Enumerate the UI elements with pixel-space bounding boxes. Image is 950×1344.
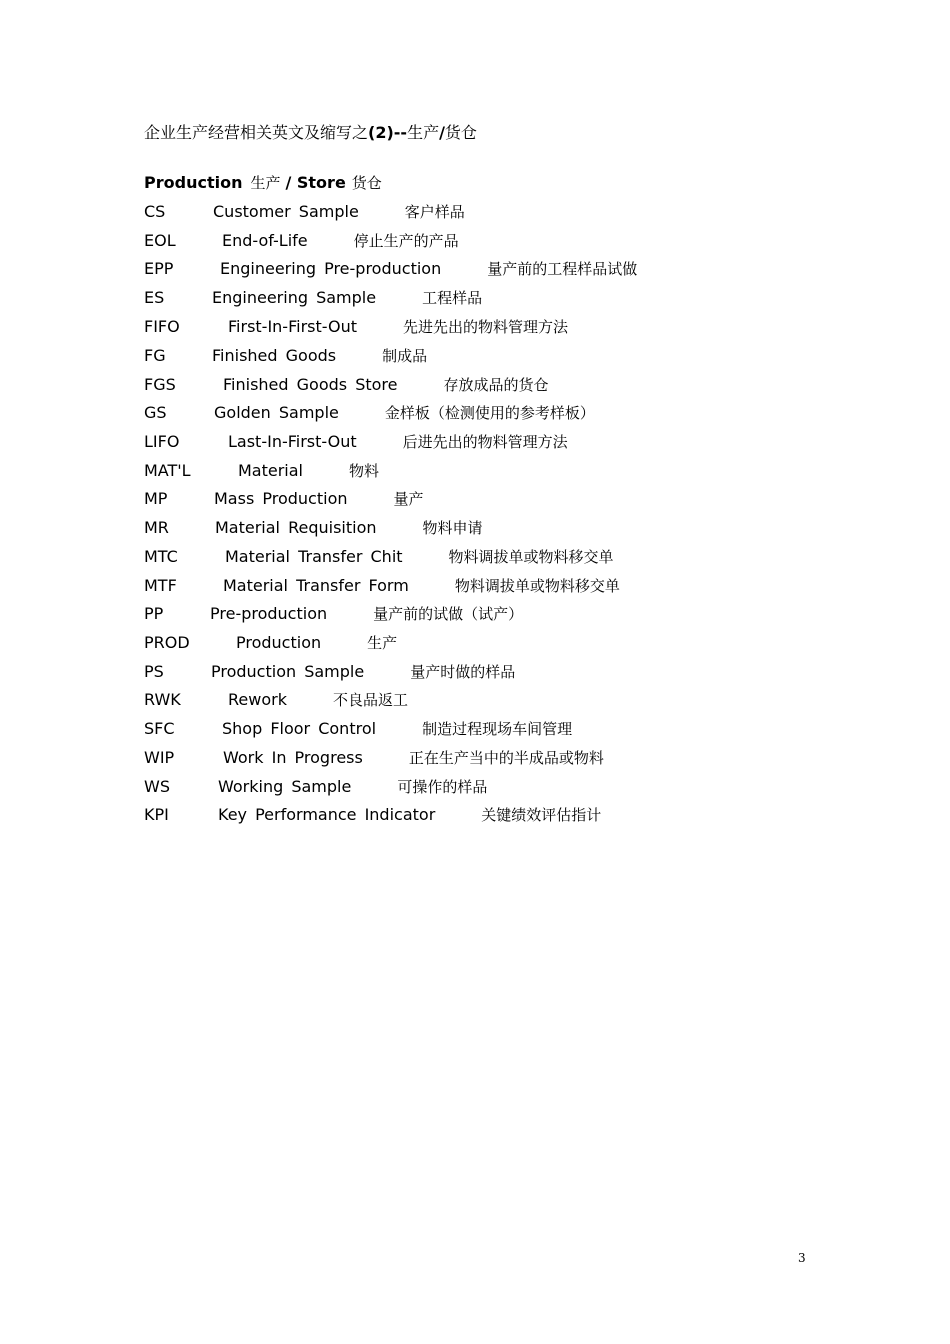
term-abbreviation: MTF — [144, 576, 177, 595]
heading-production: Production — [144, 173, 243, 192]
term-abbreviation: MTC — [144, 547, 178, 566]
term-abbreviation: KPI — [144, 805, 169, 824]
glossary-row — [144, 747, 604, 769]
term-full-name: Pre-production — [210, 604, 328, 623]
glossary-row — [144, 776, 487, 798]
glossary-row — [144, 632, 397, 654]
term-full-name: Working Sample — [218, 777, 352, 796]
term-abbreviation: EPP — [144, 259, 174, 278]
page-number: 3 — [798, 1251, 806, 1265]
term-chinese: 物料 — [349, 462, 380, 480]
term-chinese: 关键绩效评估指计 — [481, 806, 602, 824]
term-chinese: 停止生产的产品 — [353, 232, 459, 250]
term-abbreviation: CS — [144, 202, 166, 221]
term-abbreviation: MP — [144, 489, 168, 508]
term-full-name: Engineering Pre-production — [220, 259, 442, 278]
glossary-row — [144, 488, 424, 510]
term-chinese: 可操作的样品 — [397, 778, 488, 796]
glossary-row — [144, 230, 459, 252]
term-chinese: 量产时做的样品 — [410, 663, 516, 681]
glossary-row — [144, 402, 595, 424]
term-chinese: 正在生产当中的半成品或物料 — [408, 749, 604, 767]
term-abbreviation: GS — [144, 403, 167, 422]
term-chinese: 金样板（检测使用的参考样板） — [384, 404, 595, 422]
term-full-name: End-of-Life — [222, 231, 308, 250]
glossary-row — [144, 718, 572, 740]
term-full-name: Finished Goods Store — [223, 375, 398, 394]
glossary-row — [144, 575, 620, 597]
term-chinese: 量产前的工程样品试做 — [487, 260, 638, 278]
term-chinese: 客户样品 — [404, 203, 465, 221]
term-abbreviation: PS — [144, 662, 164, 681]
glossary-row — [144, 258, 637, 280]
term-chinese: 后进先出的物料管理方法 — [402, 433, 568, 451]
term-full-name: Shop Floor Control — [222, 719, 377, 738]
term-chinese: 工程样品 — [422, 289, 483, 307]
term-chinese: 量产前的试做（试产） — [373, 605, 524, 623]
term-full-name: Mass Production — [214, 489, 348, 508]
term-chinese: 量产 — [393, 490, 424, 508]
glossary-row — [144, 689, 408, 711]
term-chinese: 先进先出的物料管理方法 — [402, 318, 568, 336]
term-abbreviation: MAT'L — [144, 461, 191, 480]
term-abbreviation: ES — [144, 288, 165, 307]
term-abbreviation: FGS — [144, 375, 176, 394]
term-abbreviation: LIFO — [144, 432, 180, 451]
glossary-row — [144, 345, 427, 367]
term-chinese: 不良品返工 — [332, 691, 408, 709]
term-full-name: Material Requisition — [215, 518, 377, 537]
term-abbreviation: MR — [144, 518, 169, 537]
glossary-row — [144, 287, 482, 309]
term-full-name: Production Sample — [211, 662, 365, 681]
title-slash: / — [439, 123, 445, 142]
title-suffix: 货仓 — [444, 123, 477, 142]
glossary-row — [144, 546, 614, 568]
term-full-name: Engineering Sample — [212, 288, 377, 307]
term-chinese: 物料申请 — [422, 519, 483, 537]
term-abbreviation: SFC — [144, 719, 175, 738]
title-middle: 生产 — [407, 123, 440, 142]
glossary-row — [144, 661, 515, 683]
term-full-name: Material Transfer Form — [223, 576, 409, 595]
term-abbreviation: FIFO — [144, 317, 180, 336]
term-full-name: Material — [238, 461, 303, 480]
term-abbreviation: RWK — [144, 690, 181, 709]
term-chinese: 制成品 — [382, 347, 428, 365]
glossary-row — [144, 804, 601, 826]
term-abbreviation: WIP — [144, 748, 175, 767]
term-full-name: First-In-First-Out — [228, 317, 357, 336]
title-prefix: 企业生产经营相关英文及缩写之 — [144, 123, 369, 142]
section-heading — [144, 172, 382, 195]
term-full-name: Production — [236, 633, 322, 652]
term-full-name: Golden Sample — [214, 403, 339, 422]
title-number: (2)-- — [368, 123, 408, 142]
term-full-name: Key Performance Indicator — [218, 805, 436, 824]
term-chinese: 物料调拔单或物料移交单 — [448, 548, 614, 566]
glossary-row — [144, 374, 549, 396]
term-abbreviation: PP — [144, 604, 164, 623]
term-full-name: Finished Goods — [212, 346, 337, 365]
term-chinese: 物料调拔单或物料移交单 — [454, 577, 620, 595]
term-chinese: 制造过程现场车间管理 — [422, 720, 573, 738]
term-abbreviation: WS — [144, 777, 170, 796]
heading-store-cn: 货仓 — [351, 174, 382, 192]
term-full-name: Customer Sample — [213, 202, 359, 221]
term-abbreviation: EOL — [144, 231, 176, 250]
document-title — [144, 122, 477, 144]
heading-production-cn: 生产 — [250, 174, 281, 192]
term-abbreviation: PROD — [144, 633, 190, 652]
glossary-row — [144, 431, 568, 453]
glossary-row — [144, 460, 379, 482]
heading-store: / Store — [285, 173, 346, 192]
glossary-row — [144, 316, 568, 338]
glossary-row — [144, 517, 483, 539]
term-full-name: Material Transfer Chit — [225, 547, 403, 566]
term-full-name: Last-In-First-Out — [228, 432, 357, 451]
term-full-name: Work In Progress — [223, 748, 363, 767]
term-full-name: Rework — [228, 690, 287, 709]
glossary-row — [144, 603, 523, 625]
term-chinese: 存放成品的货仓 — [443, 376, 549, 394]
glossary-row — [144, 201, 465, 223]
term-chinese: 生产 — [367, 634, 398, 652]
term-abbreviation: FG — [144, 346, 166, 365]
